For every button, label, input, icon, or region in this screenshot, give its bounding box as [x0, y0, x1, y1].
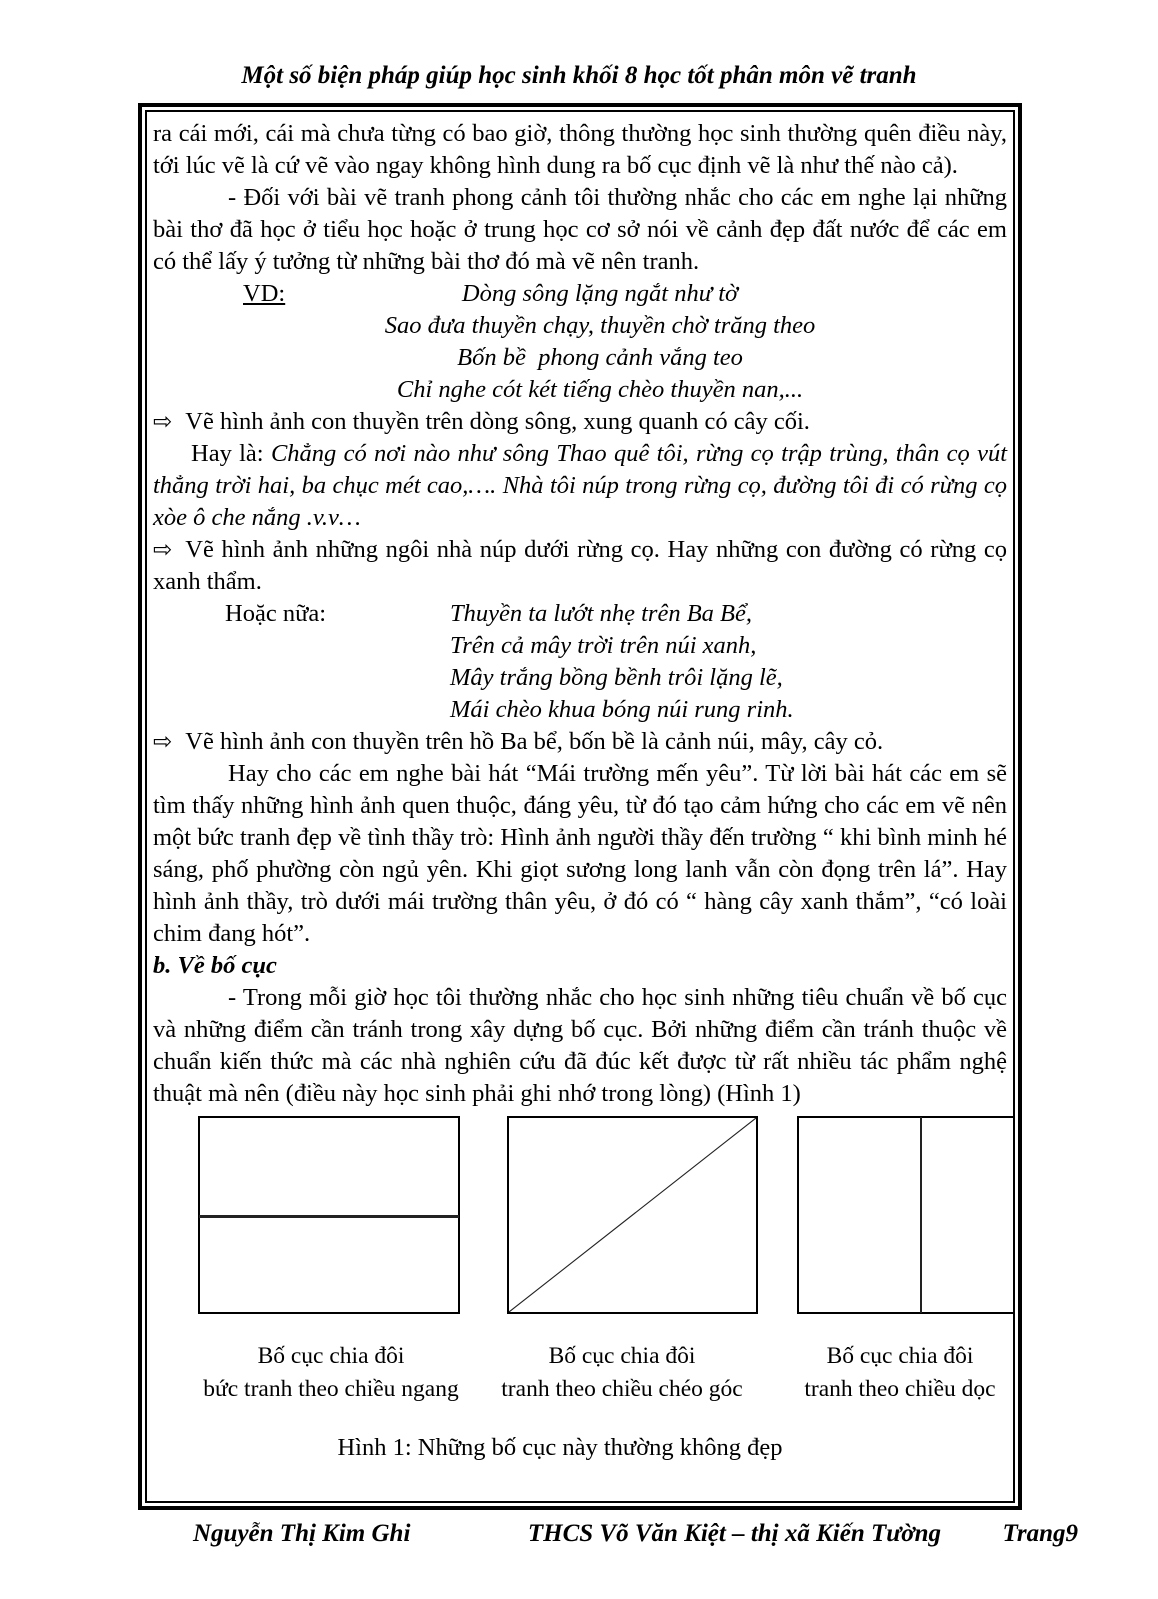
content-frame-outer	[138, 103, 1022, 1510]
bullet-text: Vẽ hình ảnh con thuyền trên dòng sông, xung quanh có cây cối.	[185, 408, 810, 435]
bullet-text: Vẽ hình ảnh những ngôi nhà núp dưới rừng cọ. Hay những con đường có rừng cọ xanh thẩm.	[153, 536, 1007, 595]
content-frame-inner	[145, 110, 1015, 1503]
page-footer	[138, 1520, 1078, 1548]
section-heading-composition: b. Về bố cục	[153, 952, 277, 979]
poem-line: Trên cả mây trời trên núi xanh,	[450, 632, 757, 659]
paragraph-continued: ra cái mới, cái mà chưa từng có bao giờ, thông thường học sinh thường quên điều này, tới lúc vẽ là cứ vẽ vào ngay không hình dung ra bố cục định vẽ là như thế nào cả).	[153, 120, 1007, 179]
poem-line: Chỉ nghe cót két tiếng chèo thuyền nan,...	[396, 376, 804, 403]
figure-captions-row	[153, 1340, 1007, 1406]
diagonal-line-graphic	[509, 1118, 756, 1312]
figure-caption-vertical	[730, 1340, 1015, 1406]
poem-line: Dòng sông lặng ngắt như tờ	[461, 280, 739, 307]
footer-author: Nguyễn Thị Kim Ghi	[193, 1520, 411, 1547]
paragraph-song-mai-truong: Hay cho các em nghe bài hát “Mái trường mến yêu”. Từ lời bài hát các em sẽ tìm thấy những hình ảnh quen thuộc, đáng yêu, từ đó tạo cảm hứng cho các em vẽ nên một bức tranh đẹp về tình thầy trò: Hình ảnh người thầy đến trường “ khi bình minh hé sáng, phố phường còn ngủ yên. Khi giọt sương long lanh vẫn còn đọng trên lá”. Hay hình ảnh thầy, trò dưới mái trường thân yêu, ở đó có “ hàng cây xanh thắm”, “có loài chim đang hót”.	[153, 760, 1007, 947]
figure-diagonal-split	[507, 1116, 758, 1314]
bullet-text: Vẽ hình ảnh con thuyền trên hồ Ba bể, bốn bề là cảnh núi, mây, cây cỏ.	[185, 728, 884, 755]
caption-line: tranh theo chiều chéo góc	[501, 1376, 743, 1402]
paragraph-landscape-advice: - Đối với bài vẽ tranh phong cảnh tôi thường nhắc cho các em nghe lại những bài thơ đã học ở tiểu học hoặc ở trung học cơ sở nói về cảnh đẹp đất nước để các em có thể lấy ý tưởng từ những bài thơ đó mà vẽ nên tranh.	[153, 184, 1007, 275]
right-arrow-icon: ⇨	[153, 409, 173, 435]
figure-horizontal-split	[198, 1116, 460, 1314]
document-body	[153, 118, 1007, 1464]
poem-line: Thuyền ta lướt nhẹ trên Ba Bể,	[450, 600, 753, 627]
caption-line: Bố cục chia đôi	[257, 1343, 405, 1369]
paragraph-composition-rules: - Trong mỗi giờ học tôi thường nhắc cho học sinh những tiêu chuẩn về bố cục và những điểm cần tránh trong xây dựng bố cục. Bởi những điểm cần tránh thuộc về chuẩn kiến thức mà các nhà nghiên cứu đã đúc kết được từ rất nhiều tác phẩm nghệ thuật mà nên (điều này học sinh phải ghi nhớ trong lòng) (Hình 1)	[153, 984, 1007, 1107]
caption-line: Bố cục chia đôi	[548, 1343, 696, 1369]
poem-dong-song	[153, 278, 1007, 406]
figure-1-caption: Hình 1: Những bố cục này thường không đẹp	[337, 1434, 783, 1461]
arrow-bullet-boat-river	[153, 406, 1007, 438]
vertical-divider-line	[920, 1117, 922, 1313]
page-header	[0, 0, 1158, 92]
figure-vertical-split	[797, 1116, 1015, 1314]
poem-lead-label: Hoặc nữa:	[225, 600, 327, 627]
poem-line: Bốn bề phong cảnh vắng teo	[457, 344, 743, 371]
footer-school: THCS Võ Văn Kiệt – thị xã Kiến Tường	[527, 1520, 942, 1547]
caption-line: Bố cục chia đôi	[826, 1343, 974, 1369]
poem-line: Mái chèo khua bóng núi rung rinh.	[450, 696, 794, 723]
figure-caption-horizontal	[161, 1340, 501, 1406]
example-label: VD:	[243, 280, 286, 307]
quote-text: Chẳng có nơi nào như sông Thao quê tôi, rừng cọ trập trùng, thân cọ vút thẳng trời hai, ba chục mét cao,…. Nhà tôi núp trong rừng cọ, đường tôi đi có rừng cọ xòe ô che nắng .v.v…	[153, 440, 1007, 531]
caption-line: tranh theo chiều dọc	[804, 1376, 996, 1402]
right-arrow-icon: ⇨	[153, 729, 173, 755]
caption-line: bức tranh theo chiều ngang	[203, 1376, 459, 1402]
poem-line: Sao đưa thuyền chạy, thuyền chờ trăng theo	[384, 312, 816, 339]
arrow-bullet-houses-palm	[153, 534, 1007, 598]
document-title: Một số biện pháp giúp học sinh khối 8 học tốt phân môn vẽ tranh	[241, 62, 917, 89]
quote-lead-label: Hay là:	[191, 440, 264, 467]
paragraph-song-thao-quote	[153, 438, 1007, 534]
horizontal-divider-line	[199, 1215, 459, 1218]
poem-ba-be	[153, 598, 1007, 726]
figure-row	[153, 1116, 1007, 1316]
arrow-bullet-boat-lake	[153, 726, 1007, 758]
poem-line: Mây trắng bồng bềnh trôi lặng lẽ,	[450, 664, 783, 691]
right-arrow-icon: ⇨	[153, 537, 173, 563]
footer-page-number: Trang9	[1002, 1520, 1078, 1547]
poem-lines	[450, 598, 1007, 726]
